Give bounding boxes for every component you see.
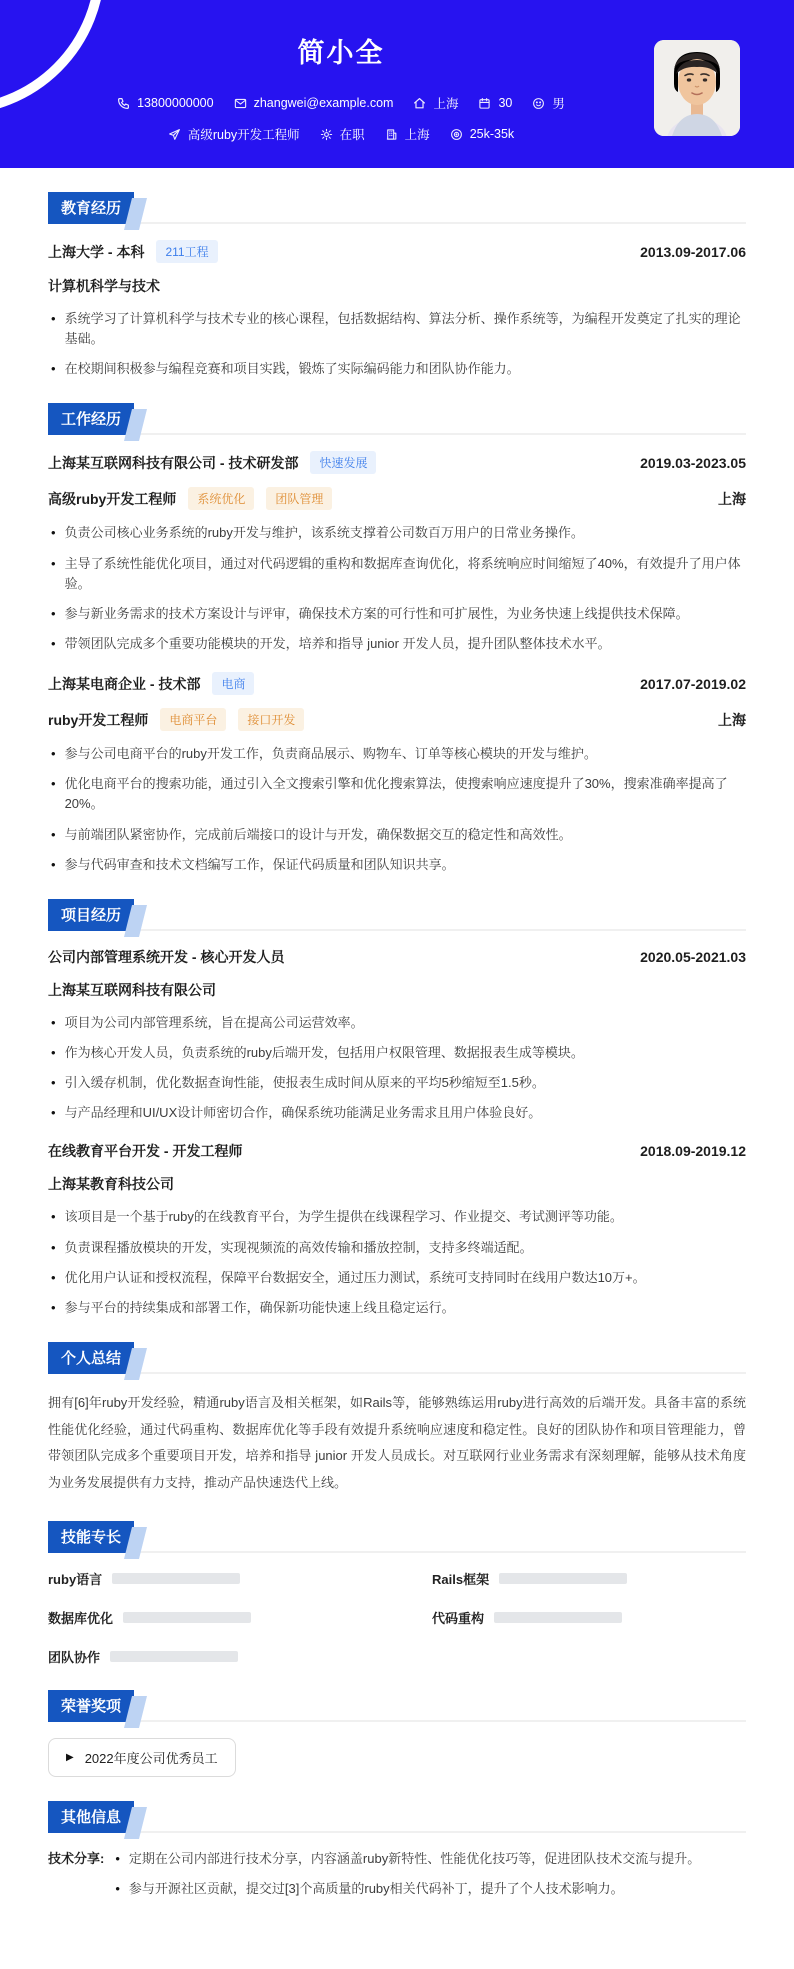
list-item: • 该项目是一个基于ruby的在线教育平台，为学生提供在线课程学习、作业提交、考试测评等功能。 xyxy=(48,1207,746,1227)
list-item: • 项目为公司内部管理系统，旨在提高公司运营效率。 xyxy=(48,1013,746,1033)
work-position-row xyxy=(48,487,746,510)
home-item xyxy=(413,94,458,112)
bullet-dot-icon: • xyxy=(115,1880,120,1896)
bullet-dot-icon: • xyxy=(51,525,56,541)
bullet-dot-icon: • xyxy=(51,1239,56,1255)
resume-header xyxy=(0,0,794,168)
project-title-row xyxy=(48,1141,746,1161)
position-tag: 电商平台 xyxy=(160,708,226,731)
salary-item xyxy=(450,127,514,141)
section-skills-badge: 技能专长 xyxy=(48,1521,134,1553)
position-text: 高级ruby开发工程师 xyxy=(187,128,300,142)
skill-bar-track xyxy=(110,1651,238,1662)
bullet-dot-icon: • xyxy=(51,555,56,571)
position-title: ruby开发工程师 xyxy=(48,711,149,728)
phone-icon xyxy=(117,97,130,110)
gender-text: 男 xyxy=(552,97,565,111)
section-projects-badge: 项目经历 xyxy=(48,899,134,931)
work-title-row xyxy=(48,451,746,474)
bullet-dot-icon: • xyxy=(51,746,56,762)
list-item: • 优化用户认证和授权流程，保障平台数据安全，通过压力测试，系统可支持同时在线用户数达10万+。 xyxy=(48,1268,746,1288)
company-name: 上海某互联网科技有限公司 - 技术研发部 xyxy=(48,454,299,471)
email-item xyxy=(234,96,394,110)
section-honors-header xyxy=(48,1690,746,1722)
education-title-row xyxy=(48,240,746,263)
section-other-header xyxy=(48,1801,746,1833)
city-building-icon xyxy=(385,128,398,141)
home-icon xyxy=(413,97,426,110)
list-item: • 带领团队完成多个重要功能模块的开发，培养和指导 junior 开发人员，提升团队整体技术水平。 xyxy=(48,634,746,654)
skill-database: 数据库优化 xyxy=(48,1608,362,1627)
skill-ruby: ruby语言 xyxy=(48,1569,362,1588)
award-text: 2022年度公司优秀员工 xyxy=(84,1750,218,1766)
salary-target-icon xyxy=(450,128,463,141)
project-company: 上海某教育科技公司 xyxy=(48,1176,174,1193)
city-item xyxy=(385,125,430,143)
list-item: • 作为核心开发人员，负责系统的ruby后端开发，包括用户权限管理、数据报表生成等模块。 xyxy=(48,1043,746,1063)
list-item: • 参与新业务需求的技术方案设计与评审，确保技术方案的可行性和可扩展性，为业务快速上线提供技术保障。 xyxy=(48,604,746,624)
list-item: • 参与公司电商平台的ruby开发工作，负责商品展示、购物车、订单等核心模块的开发与维护。 xyxy=(48,744,746,764)
work-date: 2017.07-2019.02 xyxy=(640,675,746,692)
section-other xyxy=(48,1801,746,1909)
skill-teamwork: 团队协作 xyxy=(48,1647,362,1666)
list-item: • 在校期间积极参与编程竞赛和项目实践，锻炼了实际编码能力和团队协作能力。 xyxy=(48,359,746,379)
other-info-label: 技术分享: xyxy=(48,1850,105,1866)
work-entry-2 xyxy=(48,672,746,875)
summary-text: 拥有[6]年ruby开发经验，精通ruby语言及相关框架，如Rails等，能够熟练运用ruby进行高效的后端开发。具备丰富的系统性能优化经验，通过代码重构、数据库优化等手段有效提升系统响应速度和稳定性。良好的团队协作和项目管理能力，曾带领团队完成多个重要项目开发，培养和指导 junior 开发人员成长。对互联网行业业务需求有深刻理解，能够从技术角度为业务发展提供有力支持，推动产品快速迭代上线。 xyxy=(48,1394,746,1490)
list-item: • 引入缓存机制，优化数据查询性能，使报表生成时间从原来的平均5秒缩短至1.5秒。 xyxy=(48,1073,746,1093)
other-info-row xyxy=(48,1849,746,1909)
section-summary-header xyxy=(48,1342,746,1374)
work-title-row xyxy=(48,672,746,695)
company-name: 上海某电商企业 - 技术部 xyxy=(48,675,201,692)
company-tag: 电商 xyxy=(212,672,254,695)
company-tag: 快速发展 xyxy=(310,451,376,474)
section-education-badge: 教育经历 xyxy=(48,192,134,224)
project-name: 公司内部管理系统开发 - 核心开发人员 xyxy=(48,948,285,965)
list-item: • 参与开源社区贡献，提交过[3]个高质量的ruby相关代码补丁，提升了个人技术影响力。 xyxy=(112,1879,746,1899)
section-education-header xyxy=(48,192,746,224)
bullet-dot-icon: • xyxy=(51,1044,56,1060)
education-date: 2013.09-2017.06 xyxy=(640,243,746,260)
bullet-dot-icon: • xyxy=(51,1299,56,1315)
section-work-header xyxy=(48,403,746,435)
school-name: 上海大学 - 本科 xyxy=(48,243,145,260)
bullet-dot-icon: • xyxy=(51,776,56,792)
section-honors-badge: 荣誉奖项 xyxy=(48,1690,134,1722)
phone-item xyxy=(117,96,213,110)
list-item: • 与前端团队紧密协作，完成前后端接口的设计与开发，确保数据交互的稳定性和高效性。 xyxy=(48,825,746,845)
section-summary xyxy=(48,1342,746,1497)
position-tag: 团队管理 xyxy=(266,487,332,510)
list-item: • 优化电商平台的搜索功能，通过引入全文搜索引擎和优化搜索算法，使搜索响应速度提升了30%，搜索准确率提高了20%。 xyxy=(48,774,746,814)
section-work-badge: 工作经历 xyxy=(48,403,134,435)
skill-refactor: 代码重构 xyxy=(432,1608,746,1627)
list-item: • 定期在公司内部进行技术分享，内容涵盖ruby新特性、性能优化技巧等，促进团队技术交流与提升。 xyxy=(112,1849,746,1869)
award-pill[interactable] xyxy=(48,1738,236,1777)
education-entry xyxy=(48,240,746,379)
bullet-dot-icon: • xyxy=(51,1105,56,1121)
contact-row-1 xyxy=(0,94,682,112)
skill-rails: Rails框架 xyxy=(432,1569,746,1588)
work-location: 上海 xyxy=(718,490,746,507)
project-name: 在线教育平台开发 - 开发工程师 xyxy=(48,1143,243,1160)
other-bullets xyxy=(112,1849,746,1909)
status-gear-icon xyxy=(320,128,333,141)
section-other-badge: 其他信息 xyxy=(48,1801,134,1833)
salary-text: 25k-35k xyxy=(469,127,515,141)
section-education xyxy=(48,192,746,379)
bullet-dot-icon: • xyxy=(51,1075,56,1091)
list-item: • 系统学习了计算机科学与技术专业的核心课程，包括数据结构、算法分析、操作系统等，为编程开发奠定了扎实的理论基础。 xyxy=(48,309,746,349)
position-item xyxy=(168,125,300,143)
list-item: • 参与代码审查和技术文档编写工作，保证代码质量和团队知识共享。 xyxy=(48,855,746,875)
bullet-dot-icon: • xyxy=(51,1014,56,1030)
project-company: 上海某互联网科技有限公司 xyxy=(48,981,216,998)
list-item: • 与产品经理和UI/UX设计师密切合作，确保系统功能满足业务需求且用户体验良好。 xyxy=(48,1103,746,1123)
position-title: 高级ruby开发工程师 xyxy=(48,490,177,507)
section-skills xyxy=(48,1521,746,1666)
section-projects xyxy=(48,899,746,1318)
work-bullets xyxy=(48,523,746,654)
bullet-dot-icon: • xyxy=(51,605,56,621)
project-entry-2 xyxy=(48,1141,746,1318)
work-position-row xyxy=(48,708,746,731)
contact-row-2 xyxy=(0,125,682,143)
candidate-name: 简小全 xyxy=(297,38,385,68)
position-tag: 接口开发 xyxy=(238,708,304,731)
list-item: • 负责公司核心业务系统的ruby开发与维护，该系统支撑着公司数百万用户的日常业务操作。 xyxy=(48,523,746,543)
position-icon xyxy=(168,128,181,141)
skills-grid xyxy=(48,1569,746,1666)
list-item: • 主导了系统性能优化项目，通过对代码逻辑的重构和数据库查询优化，将系统响应时间缩短了40%，有效提升了用户体验。 xyxy=(48,554,746,594)
home-city-text: 上海 xyxy=(433,97,459,111)
bullet-dot-icon: • xyxy=(115,1850,120,1866)
gender-item xyxy=(532,94,565,112)
section-honors xyxy=(48,1690,746,1777)
email-text: zhangwei@example.com xyxy=(253,96,394,110)
skill-bar-track xyxy=(499,1573,627,1584)
education-bullets xyxy=(48,309,746,379)
resume-body xyxy=(0,168,794,1969)
age-icon xyxy=(478,97,491,110)
mail-icon xyxy=(234,97,247,110)
position-tag: 系统优化 xyxy=(188,487,254,510)
work-bullets xyxy=(48,744,746,875)
list-item: • 参与平台的持续集成和部署工作，确保新功能快速上线且稳定运行。 xyxy=(48,1298,746,1318)
bullet-dot-icon: • xyxy=(51,1269,56,1285)
bullet-dot-icon: • xyxy=(51,1209,56,1225)
project-title-row xyxy=(48,947,746,967)
header-content xyxy=(0,0,682,143)
bullet-dot-icon: • xyxy=(51,311,56,326)
gender-icon xyxy=(532,97,545,110)
expand-arrow-icon: ▶ xyxy=(66,1751,74,1763)
skill-bar-track xyxy=(123,1612,251,1623)
project-entry-1 xyxy=(48,947,746,1124)
phone-text: 13800000000 xyxy=(137,96,214,110)
project-bullets xyxy=(48,1013,746,1124)
bullet-dot-icon: • xyxy=(51,856,56,872)
age-text: 30 xyxy=(498,96,513,110)
section-summary-badge: 个人总结 xyxy=(48,1342,134,1374)
education-sub-row xyxy=(48,276,746,296)
major-name: 计算机科学与技术 xyxy=(48,278,160,294)
list-item: • 负责课程播放模块的开发，实现视频流的高效传输和播放控制，支持多终端适配。 xyxy=(48,1238,746,1258)
work-entry-1 xyxy=(48,451,746,654)
age-item xyxy=(478,96,512,110)
school-tag: 211工程 xyxy=(156,240,217,263)
work-location: 上海 xyxy=(718,711,746,728)
skill-bar-track xyxy=(112,1573,240,1584)
work-date: 2019.03-2023.05 xyxy=(640,454,746,471)
project-bullets xyxy=(48,1207,746,1318)
bullet-dot-icon: • xyxy=(51,361,56,377)
section-work xyxy=(48,403,746,874)
section-projects-header xyxy=(48,899,746,931)
status-text: 在职 xyxy=(339,128,365,142)
skill-bar-track xyxy=(494,1612,622,1623)
status-item xyxy=(320,125,365,143)
bullet-dot-icon: • xyxy=(51,635,56,651)
bullet-dot-icon: • xyxy=(51,826,56,842)
city-text: 上海 xyxy=(404,128,430,142)
project-company-row xyxy=(48,980,746,1000)
project-company-row xyxy=(48,1174,746,1194)
project-date: 2018.09-2019.12 xyxy=(640,1143,746,1160)
project-date: 2020.05-2021.03 xyxy=(640,948,746,965)
section-skills-header xyxy=(48,1521,746,1553)
profile-photo xyxy=(654,40,740,136)
